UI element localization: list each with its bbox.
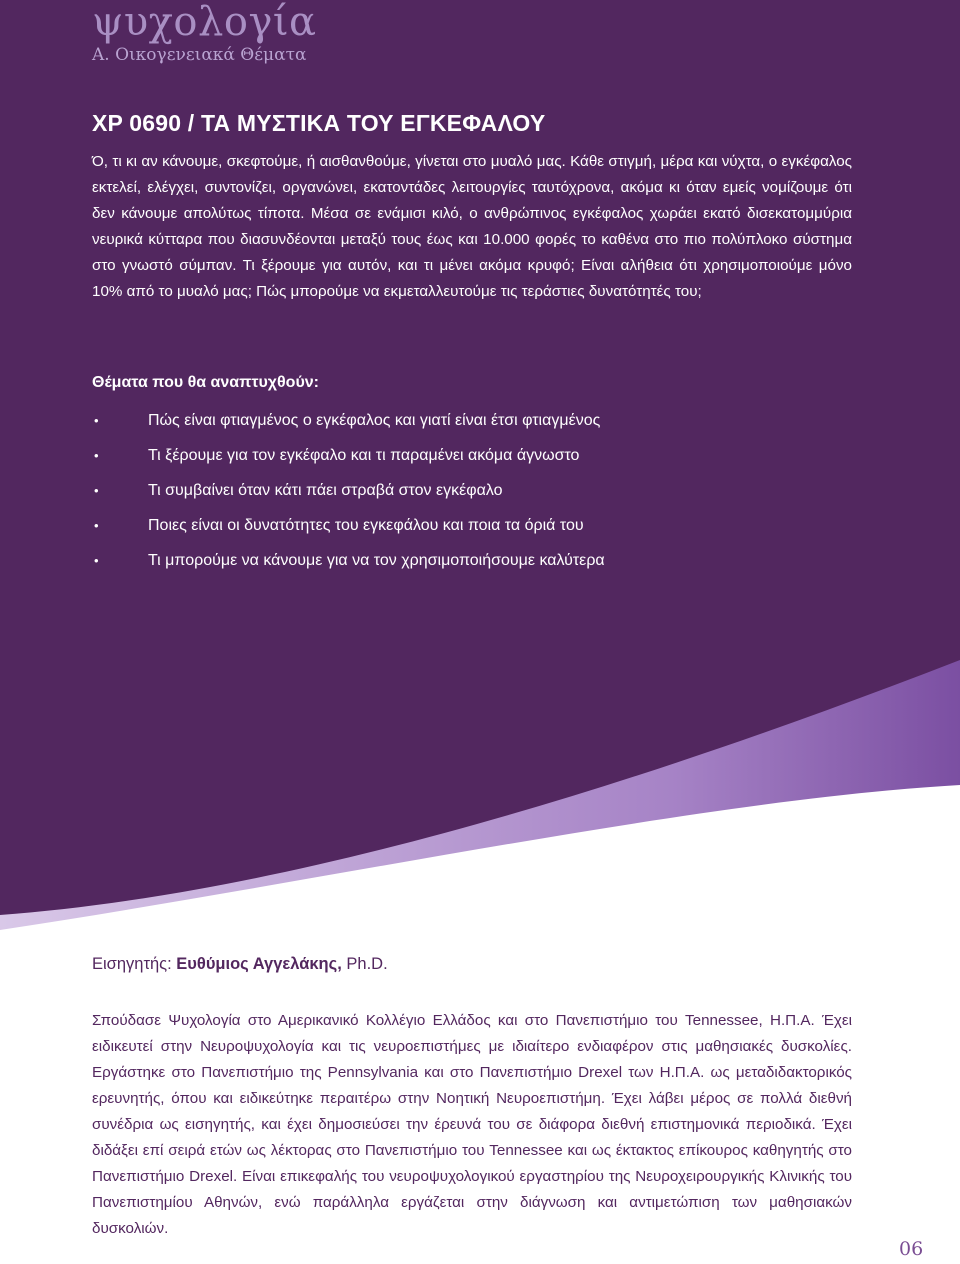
bullet-icon: • <box>94 553 99 568</box>
topic-text: Τι μπορούμε να κάνουμε για να τον χρησιμοποιήσουμε καλύτερα <box>148 552 605 569</box>
topic-item <box>92 546 605 581</box>
page-number: 06 <box>899 1238 924 1260</box>
topic-item <box>92 476 605 511</box>
bullet-icon: • <box>94 518 99 533</box>
topics-heading: Θέματα που θα αναπτυχθούν: <box>92 374 319 391</box>
section-subtitle: Α. Οικογενειακά Θέματα <box>92 45 307 65</box>
speaker-bio: Σπούδασε Ψυχολογία στο Αμερικανικό Κολλέγιο Ελλάδος και στο Πανεπιστήμιο του Tennessee, Η.Π.Α. Έχει ειδικευτεί στην Νευροψυχολογία και τις νευροεπιστήμες με ιδιαίτερο ενδιαφέρον στις μαθησιακές δυσκολίες. Εργάστηκε στο Πανεπιστήμιο της Pennsylvania και στο Πανεπιστήμιο Drexel των Η.Π.Α. ως μεταδιδακτορικός ερευνητής, όπου και ειδικεύτηκε περαιτέρω στην Νοητική Νευροεπιστήμη. Έχει λάβει μέρος σε πολλά διεθνή συνέδρια ως εισηγητής, και έχει δημοσιεύσει την έρευνά του σε διάφορα διεθνή επιστημονικά περιοδικά. Έχει διδάξει επί σειρά ετών ως λέκτορας στο Πανεπιστήμιο του Tennessee και ως έκτακτος επίκουρος καθηγητής στο Πανεπιστήμιο Drexel. Είναι επικεφαλής του νευροψυχολογικού εργαστηρίου της Νευροχειρουργικής Κλινικής του Πανεπιστημίου Αθηνών, ενώ παράλληλα εργάζεται στην διάγνωση και αντιμετώπιση των μαθησιακών δυσκολιών. <box>92 1012 852 1237</box>
course-description: Ό, τι κι αν κάνουμε, σκεφτούμε, ή αισθανθούμε, γίνεται στο μυαλό μας. Κάθε στιγμή, μέρα και νύχτα, ο εγκέφαλος εκτελεί, ελέγχει, συντονίζει, οργανώνει, εκατοντάδες λειτουργίες ταυτόχρονα, ακόμα κι όταν εμείς νομίζουμε ότι δεν κάνουμε απολύτως τίποτα. Μέσα σε ενάμισι κιλό, ο ανθρώπινος εγκέφαλος χωράει εκατό δισεκατομμύρια νευρικά κύτταρα που διασυνδέονται μεταξύ τους έως και 10.000 φορές το καθένα στο πιο πολύπλοκο σύστημα στο γνωστό σύμπαν. Τι ξέρουμε για αυτόν, και τι μένει ακόμα κρυφό; Είναι αλήθεια ότι χρησιμοποιούμε μόνο 10% από το μυαλό μας; Πώς μπορούμε να εκμεταλλευτούμε τις τεράστιες δυνατότητές του; <box>92 153 852 300</box>
topic-text: Ποιες είναι οι δυνατότητες του εγκεφάλου και ποια τα όριά του <box>148 517 584 534</box>
bullet-icon: • <box>94 448 99 463</box>
course-title: XP 0690 / ΤΑ ΜΥΣΤΙΚΑ ΤΟΥ ΕΓΚΕΦΑΛΟΥ <box>92 110 546 136</box>
speaker-label: Εισηγητής: <box>92 955 172 973</box>
topic-text: Τι συμβαίνει όταν κάτι πάει στραβά στον εγκέφαλο <box>148 482 503 499</box>
speaker-line <box>92 955 388 974</box>
topic-item <box>92 406 605 441</box>
topic-text: Πώς είναι φτιαγμένος ο εγκέφαλος και γιατί είναι έτσι φτιαγμένος <box>148 412 601 429</box>
speaker-name: Ευθύμιος Αγγελάκης, <box>176 955 342 973</box>
topic-text: Τι ξέρουμε για τον εγκέφαλο και τι παραμένει ακόμα άγνωστο <box>148 447 580 464</box>
topic-item <box>92 441 605 476</box>
bullet-icon: • <box>94 483 99 498</box>
brand-logo: ψυχολογία <box>92 0 317 45</box>
bullet-icon: • <box>94 413 99 428</box>
topic-item <box>92 511 605 546</box>
speaker-degree: Ph.D. <box>346 955 388 973</box>
topics-list <box>92 406 605 581</box>
